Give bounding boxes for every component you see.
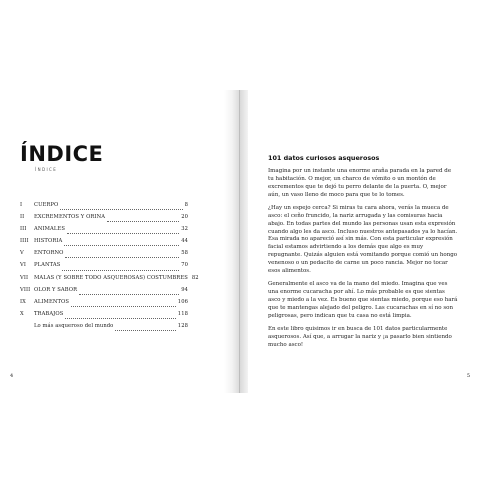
- toc-dot-leader: [60, 206, 182, 210]
- toc-entry[interactable]: [20, 226, 188, 238]
- toc-page-number: 94: [181, 286, 188, 293]
- toc-dot-leader: [67, 230, 179, 234]
- toc-chapter-title: HISTORIA: [34, 238, 63, 245]
- paragraph: ¿Hay un espejo cerca? Si miras tu cara ahora, verás la mueca de asco: el ceño fruncido, la nariz arrugada y las comisuras hacia abajo. En todas partes del mundo las personas usan esta expresión cuando algo les da asco. Incluso nuestros antepasados ya lo hacían. Esa mirada no apareció así sin más. Con esta particular expresión facial estamos advirtiendo a los demás que algo es muy repugnante. Quizás alguien está vomitando porque comió un hongo venenoso o un pedacito de carne un poco rancia. Mejor no tocar esos alimentos.: [268, 205, 458, 274]
- toc-dot-leader: [71, 303, 176, 307]
- left-page: [0, 90, 232, 393]
- toc-dot-leader: [64, 242, 179, 246]
- toc-chapter-number: I: [20, 202, 23, 208]
- book-spread: [0, 90, 480, 393]
- toc-chapter-number: VII: [20, 274, 29, 281]
- toc-dot-leader: [65, 254, 179, 258]
- toc-entry[interactable]: [20, 274, 199, 287]
- toc-chapter-number: IIII: [20, 238, 29, 245]
- toc-chapter-number: VI: [20, 262, 26, 269]
- toc-entry[interactable]: [20, 299, 188, 311]
- toc-page-number: 128: [177, 322, 188, 329]
- toc-page-number: 32: [181, 226, 188, 233]
- paragraph: Imagina por un instante una enorme araña parada en la pared de tu habitación. O mejor, un charco de vómito o un montón de excrementos que te dejó tu perro delante de la puerta. O, mejor aún, un vaso lleno de moco para que te lo tomes.: [268, 168, 452, 198]
- toc-chapter-number: III: [20, 226, 27, 233]
- toc-chapter-number: II: [20, 214, 25, 221]
- toc-page-number: 44: [181, 238, 188, 245]
- toc-chapter-number: IX: [20, 298, 26, 305]
- toc-page-number: 106: [177, 298, 188, 305]
- table-of-contents: [20, 202, 199, 335]
- toc-entry[interactable]: [20, 214, 188, 226]
- index-subtitle: ÍNDICE: [35, 167, 58, 172]
- index-title: ÍNDICE: [20, 142, 104, 166]
- toc-page-number: 58: [181, 250, 188, 257]
- toc-extra-title: Lo más asqueroso del mundo: [34, 322, 114, 329]
- toc-chapter-number: VIII: [20, 286, 31, 293]
- toc-dot-leader: [62, 267, 179, 271]
- toc-entry[interactable]: [20, 287, 188, 299]
- toc-entry[interactable]: [20, 202, 188, 214]
- toc-chapter-title: ENTORNO: [34, 250, 64, 257]
- toc-chapter-title: PLANTAS: [34, 262, 61, 269]
- right-page: [248, 90, 480, 393]
- toc-page-number: 20: [181, 214, 188, 221]
- toc-dot-leader: [107, 218, 179, 222]
- toc-dot-leader: [79, 291, 179, 295]
- toc-entry-extra[interactable]: [20, 323, 188, 335]
- toc-chapter-number: V: [20, 250, 24, 257]
- toc-chapter-title: OLOR Y SABOR: [34, 286, 78, 293]
- toc-dot-leader: [115, 327, 175, 331]
- article-title: 101 datos curiosos asquerosos: [268, 154, 380, 162]
- toc-chapter-number: X: [20, 310, 24, 317]
- paragraph: Generalmente el asco va de la mano del miedo. Imagina que ves una enorme cucaracha por ahí. Lo más probable es que sientas asco y miedo a la vez. Es bueno que sientas miedo, porque eso hará que te mantengas alejado del peligro. Las cucarachas en sí no son peligrosas, pero indican que tu casa no está limpia.: [268, 281, 458, 319]
- page-number-left: 4: [10, 373, 14, 379]
- toc-page-number: 70: [181, 262, 188, 269]
- toc-chapter-title: ANIMALES: [34, 226, 65, 233]
- toc-dot-leader: [65, 315, 175, 319]
- toc-chapter-title: MALAS (Y SOBRE TODO ASQUEROSAS) COSTUMBRES: [34, 274, 188, 281]
- toc-entry[interactable]: [20, 262, 188, 274]
- toc-page-number: 82: [191, 274, 199, 281]
- page-number-right: 5: [466, 373, 470, 379]
- toc-entry[interactable]: [20, 238, 188, 250]
- toc-chapter-title: CUERPO: [34, 202, 59, 208]
- paragraph: En este libro quisimos ir en busca de 101 datos particularmente asquerosos. Así que, a arrugar la nariz y ¡a pasarlo bien sintiendo mucho asco!: [268, 326, 452, 348]
- article-body: [268, 168, 458, 355]
- toc-page-number: 118: [177, 310, 188, 317]
- toc-entry[interactable]: [20, 311, 188, 323]
- toc-chapter-title: ALIMENTOS: [34, 298, 70, 305]
- toc-chapter-title: TRABAJOS: [34, 310, 64, 317]
- toc-chapter-title: EXCREMENTOS Y ORINA: [34, 214, 106, 221]
- toc-page-number: 8: [184, 202, 188, 208]
- toc-entry[interactable]: [20, 250, 188, 262]
- gutter-crease: [239, 90, 240, 393]
